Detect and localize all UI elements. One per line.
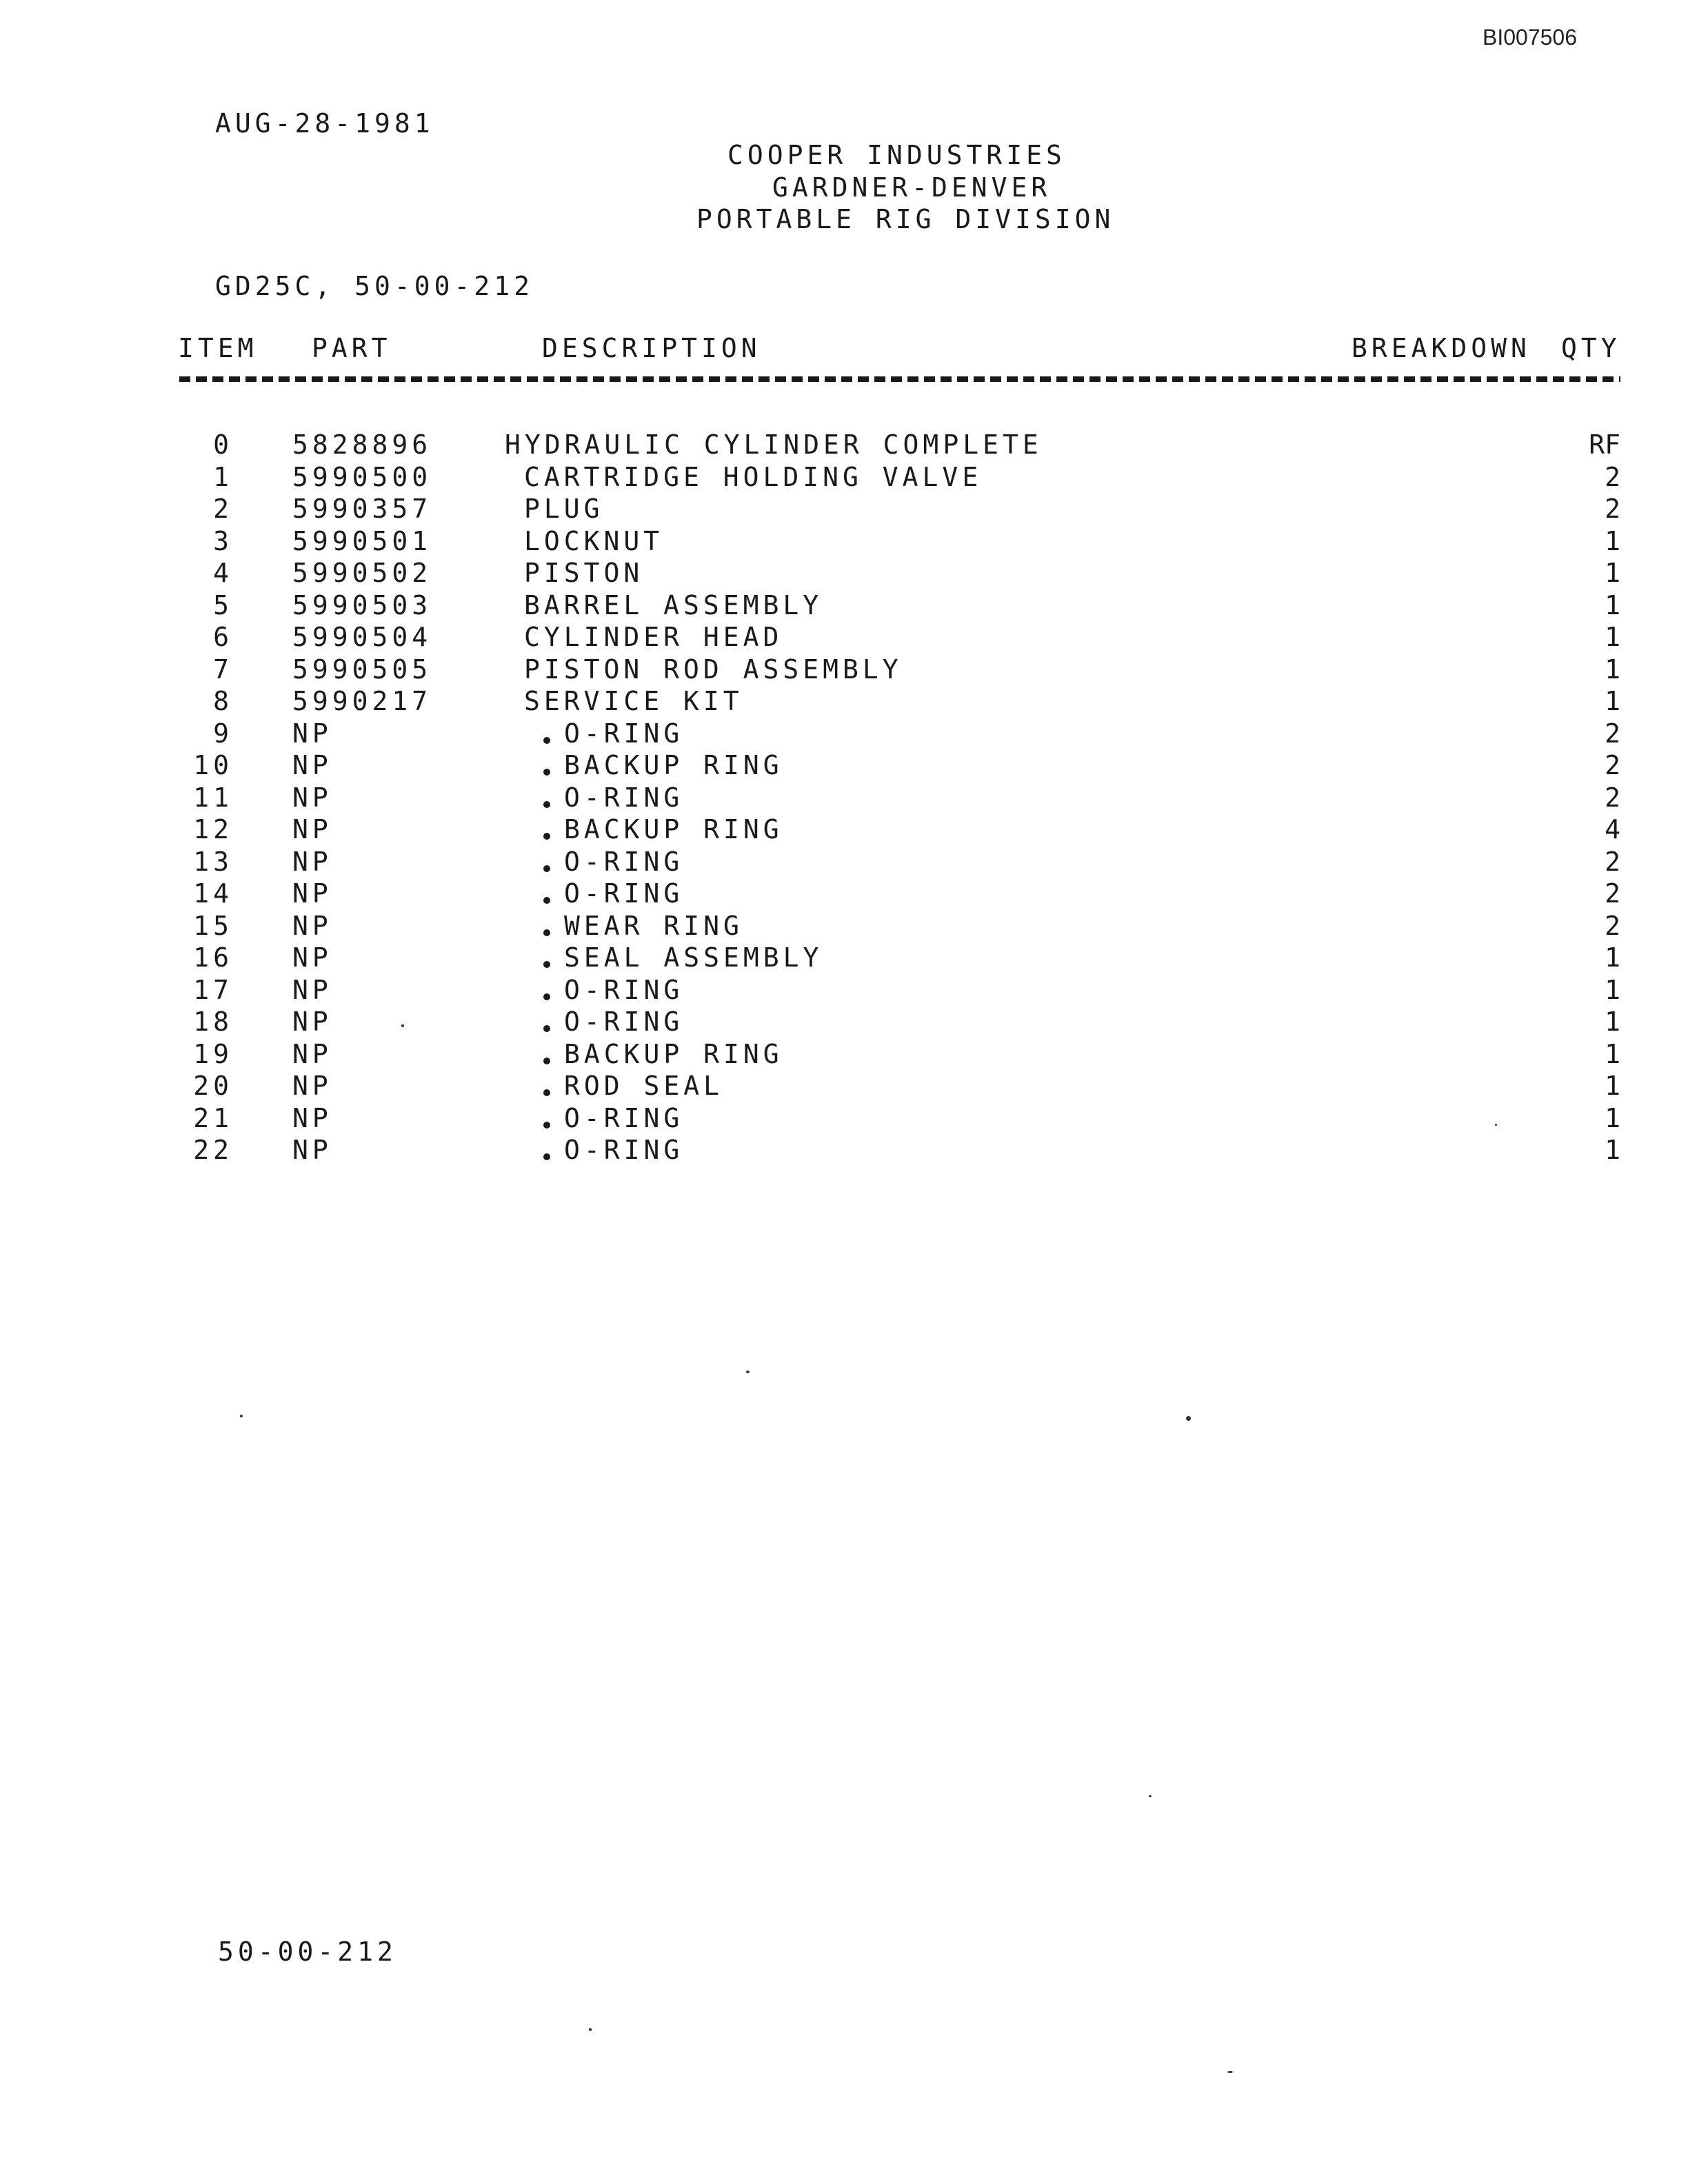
table-row (0, 880, 1688, 913)
scan-speck (401, 1024, 404, 1027)
row-quantity: 2 (1605, 910, 1620, 941)
row-item-number: 11 (193, 782, 233, 813)
row-description (543, 910, 743, 941)
row-description (543, 1009, 683, 1035)
row-description-text: CARTRIDGE HOLDING VALVE (524, 461, 983, 492)
column-header-part: PART (312, 333, 392, 363)
scan-speck (240, 1415, 243, 1417)
row-description-text: O-RING (564, 846, 684, 877)
column-header-description: DESCRIPTION (542, 333, 761, 363)
company-subsidiary: GARDNER-DENVER (772, 172, 1052, 203)
table-row (0, 816, 1688, 849)
sub-item-bullet (543, 993, 550, 1000)
row-item-number: 1 (213, 461, 233, 492)
document-date: AUG-28-1981 (215, 108, 434, 139)
table-row (0, 688, 1688, 720)
scan-speck (746, 1371, 750, 1373)
row-part-number: 5990505 (292, 654, 432, 685)
row-item-number: 14 (193, 878, 233, 909)
row-description (543, 720, 683, 747)
row-description-text: BACKUP RING (564, 814, 783, 845)
row-description-text: O-RING (564, 974, 684, 1005)
table-row (0, 910, 1688, 945)
row-item-number: 21 (193, 1102, 233, 1133)
row-item-number: 22 (193, 1135, 233, 1165)
row-description-text: CYLINDER HEAD (524, 622, 783, 652)
row-quantity: 2 (1605, 846, 1620, 877)
row-quantity: 1 (1605, 589, 1620, 620)
scan-speck (1227, 2071, 1233, 2073)
row-quantity: 1 (1605, 1071, 1620, 1101)
row-description (524, 654, 903, 685)
row-part-number: NP (292, 1038, 332, 1069)
row-description (543, 1038, 783, 1069)
row-description (524, 589, 823, 620)
row-description-text: PISTON ROD ASSEMBLY (524, 654, 903, 685)
row-part-number: 5990357 (292, 494, 432, 524)
row-quantity: 2 (1605, 878, 1620, 909)
row-quantity: 1 (1605, 654, 1620, 685)
row-description-text: O-RING (564, 1102, 684, 1133)
column-header-breakdown: BREAKDOWN (1352, 333, 1531, 363)
table-row (0, 1009, 1688, 1041)
row-part-number: NP (292, 974, 332, 1005)
company-division: PORTABLE RIG DIVISION (696, 204, 1115, 234)
row-description (505, 429, 1043, 460)
row-part-number: NP (292, 1007, 332, 1037)
row-quantity: 2 (1605, 494, 1620, 524)
row-description-text: HYDRAULIC CYLINDER COMPLETE (505, 429, 1043, 460)
sub-item-bullet (543, 1153, 550, 1160)
sub-item-bullet (543, 865, 550, 872)
table-row (0, 1137, 1688, 1169)
scan-speck (1186, 1416, 1191, 1421)
table-row (0, 496, 1688, 528)
row-description-text: SEAL ASSEMBLY (564, 942, 823, 973)
sub-item-bullet (543, 737, 550, 744)
scan-speck (1149, 1795, 1152, 1797)
row-item-number: 2 (213, 494, 233, 524)
table-row (0, 560, 1688, 592)
row-quantity: RF (1589, 429, 1620, 460)
table-row (0, 1102, 1688, 1138)
row-item-number: 19 (193, 1038, 233, 1069)
table-row (0, 1038, 1688, 1073)
row-quantity: 1 (1605, 1135, 1620, 1165)
row-item-number: 8 (213, 686, 233, 716)
row-quantity: 1 (1605, 1102, 1620, 1133)
row-item-number: 3 (213, 525, 233, 556)
row-item-number: 20 (193, 1071, 233, 1101)
sub-item-bullet (543, 833, 550, 840)
company-name: COOPER INDUSTRIES (727, 140, 1066, 170)
row-part-number: NP (292, 942, 332, 973)
row-quantity: 1 (1605, 686, 1620, 716)
row-item-number: 0 (213, 429, 233, 460)
scan-speck (589, 2028, 592, 2031)
row-quantity: 2 (1605, 718, 1620, 749)
sub-item-bullet (543, 1122, 550, 1129)
row-part-number: NP (292, 814, 332, 845)
row-description (543, 1137, 683, 1163)
table-row (0, 525, 1688, 560)
row-part-number: 5990504 (292, 622, 432, 652)
row-description (524, 560, 643, 586)
header-divider (179, 376, 1620, 382)
row-description-text: BARREL ASSEMBLY (524, 589, 823, 620)
row-description-text: PISTON (524, 558, 644, 588)
row-part-number: 5990501 (292, 525, 432, 556)
row-description-text: O-RING (564, 718, 684, 749)
row-description (543, 782, 684, 813)
row-part-number: NP (292, 878, 332, 909)
row-quantity: 2 (1605, 750, 1620, 780)
row-description-text: ROD SEAL (564, 1071, 724, 1101)
column-header-qty: QTY (1561, 333, 1621, 363)
row-description (524, 624, 783, 650)
row-item-number: 13 (193, 846, 233, 877)
row-part-number: NP (292, 718, 332, 749)
row-quantity: 4 (1605, 814, 1620, 845)
document-id: BI007506 (1483, 25, 1578, 50)
row-description-text: WEAR RING (564, 910, 743, 941)
table-row (0, 944, 1688, 977)
row-description (543, 880, 683, 907)
table-row (0, 429, 1688, 464)
row-part-number: 5990500 (292, 461, 432, 492)
row-item-number: 15 (193, 910, 233, 941)
row-description-text: BACKUP RING (564, 1038, 783, 1069)
row-part-number: NP (292, 750, 332, 780)
sub-item-bullet (543, 897, 550, 904)
row-description (543, 814, 783, 845)
page-footer: 50-00-212 (218, 1937, 397, 1967)
row-part-number: NP (292, 1071, 332, 1101)
row-quantity: 1 (1605, 558, 1620, 588)
row-part-number: 5990502 (292, 558, 432, 588)
row-description-text: O-RING (564, 782, 684, 813)
row-item-number: 16 (193, 942, 233, 973)
row-description (524, 525, 664, 556)
row-quantity: 2 (1605, 461, 1620, 492)
table-row (0, 720, 1688, 753)
row-item-number: 6 (213, 622, 233, 652)
sub-item-bullet (543, 769, 550, 776)
row-description (543, 944, 823, 971)
row-item-number: 12 (193, 814, 233, 845)
sub-item-bullet (543, 1025, 550, 1032)
row-part-number: 5990503 (292, 589, 432, 620)
row-description-text: BACKUP RING (564, 750, 783, 780)
table-row (0, 624, 1688, 656)
row-quantity: 1 (1605, 1038, 1620, 1069)
row-description (543, 752, 783, 778)
row-description-text: O-RING (564, 1007, 684, 1037)
table-row (0, 656, 1688, 689)
scan-speck (1495, 1124, 1497, 1126)
row-part-number: 5828896 (292, 429, 432, 460)
sub-item-bullet (543, 929, 550, 936)
table-row (0, 752, 1688, 785)
row-description-text: O-RING (564, 1135, 684, 1165)
table-row (0, 846, 1688, 881)
row-description (543, 1073, 723, 1099)
row-description (543, 1102, 684, 1133)
row-description-text: O-RING (564, 878, 684, 909)
row-part-number: NP (292, 846, 332, 877)
row-item-number: 18 (193, 1007, 233, 1037)
table-row (0, 461, 1688, 496)
row-description-text: PLUG (524, 494, 604, 524)
table-row (0, 589, 1688, 625)
row-quantity: 1 (1605, 1007, 1620, 1037)
table-row (0, 974, 1688, 1009)
row-description (524, 496, 604, 522)
sub-item-bullet (543, 801, 550, 808)
row-part-number: NP (292, 782, 332, 813)
row-item-number: 5 (213, 589, 233, 620)
sub-item-bullet (543, 1089, 550, 1096)
row-description-text: LOCKNUT (524, 525, 664, 556)
row-part-number: NP (292, 910, 332, 941)
row-item-number: 9 (213, 718, 233, 749)
row-quantity: 1 (1605, 622, 1620, 652)
row-item-number: 17 (193, 974, 233, 1005)
row-quantity: 1 (1605, 974, 1620, 1005)
row-item-number: 4 (213, 558, 233, 588)
row-part-number: NP (292, 1102, 332, 1133)
row-part-number: 5990217 (292, 686, 432, 716)
row-description (543, 974, 684, 1005)
row-item-number: 7 (213, 654, 233, 685)
sub-item-bullet (543, 1058, 550, 1064)
row-item-number: 10 (193, 750, 233, 780)
row-description (524, 461, 983, 492)
column-header-item: ITEM (178, 333, 258, 363)
row-description (543, 846, 684, 877)
table-row (0, 1073, 1688, 1105)
row-quantity: 1 (1605, 525, 1620, 556)
row-part-number: NP (292, 1135, 332, 1165)
row-quantity: 1 (1605, 942, 1620, 973)
table-row (0, 782, 1688, 817)
row-quantity: 2 (1605, 782, 1620, 813)
row-description-text: SERVICE KIT (524, 686, 743, 716)
row-description (524, 688, 743, 714)
model-number: GD25C, 50-00-212 (215, 271, 534, 301)
sub-item-bullet (543, 961, 550, 968)
